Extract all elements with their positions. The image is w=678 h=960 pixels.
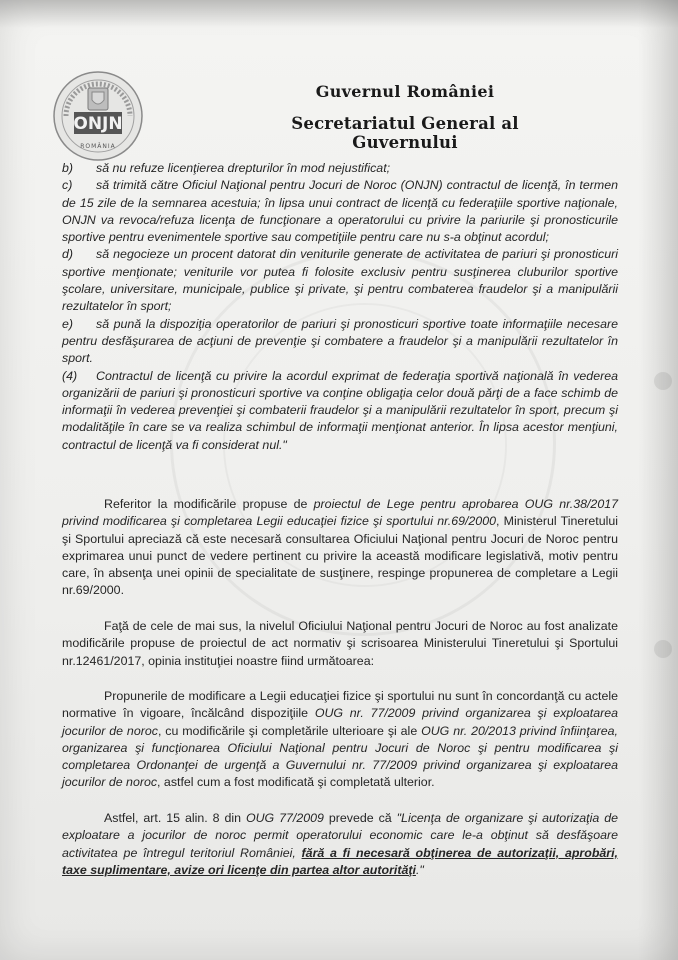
paragraph-proposals: Propunerile de modificare a Legii educaţiei fizice şi sportului nu sunt în concordanţă cu actele normative în vigoare, încălcând dispoziţiile OUG nr. 77/2009 privind organizarea şi exploatarea jocurilor de noroc, cu modificările şi completările ulterioare şi ale OUG nr. 20/2013 privind înfiinţarea, organizarea şi funcţionarea Oficiului Naţional pentru Jocuri de Noroc şi pentru modificarea şi completarea Ordonanţei de urgenţă a Guvernului nr. 77/2009 privind organizarea şi exploatarea jocurilor de noroc, astfel cum a fost modificată şi completată ulterior. (62, 689, 619, 790)
header-government: Guvernul României (315, 82, 495, 101)
header-secretariat: Secretariatul General al Guvernului (291, 114, 519, 152)
item-c: c) să trimită către Oficiul Naţional pentru Jocuri de Noroc (ONJN) contractul de licenţă, în termen de 15 zile de la semnarea acestuia; în lipsa unui contract de licenţă cu federaţiile sportive naţionale, ONJN va revoca/refuza licenţa de funcţionare a operatorului cu privire la pariurile şi pronosticurile sportive pentru evenimentele sportive sau competiţiile pentru care nu s-a obţinut acordul; (62, 178, 618, 245)
scan-shadow-top (0, 0, 678, 28)
paragraph-article-15: Astfel, art. 15 alin. 8 din OUG 77/2009 prevede că "Licenţa de organizare şi autorizaţia de exploatare a jocurilor de noroc permit operatorului economic care le-a obţinut să desfăşoare activitatea pe întregul teritoriul României, fără a fi necesară obţinerea de autorizaţii, aprobări, taxe suplimentare, avize ori licenţe din partea altor autorităţi." (62, 811, 618, 877)
logo-onjn-text: ONJN (73, 114, 123, 134)
paragraph-onjn-analysis: Faţă de cele de mai sus, la nivelul Oficiului Naţional pentru Jocuri de Noroc au fost analizate modificările propuse de proiectul de act normativ şi scrisoarea Ministerului Tineretului şi Sportului nr.12461/2017, opinia instituţiei noastre fiind următoarea: (62, 619, 618, 668)
paragraph-ministry-opinion: Referitor la modificările propuse de proiectul de Lege pentru aprobarea OUG nr.38/2017 privind modificarea şi completarea Legii educaţiei fizice şi sportului nr.69/2000, Ministerul Tineretului şi Sportului apreciază că este necesară consultarea Oficiului Naţional pentru Jocuri de Noroc pentru exprimarea unui punct de vedere pertinent cu privire la această modificare legislativă, motiv pentru care, în absenţa unei opinii de specialitate de susţinere, respinge propunerea de completare a Legii nr.69/2000. (62, 497, 618, 598)
item-d: d) să negocieze un procent datorat din veniturile generate de activitatea de pariuri şi pronosticuri sportive menţionate; veniturile vor putea fi folosite exclusiv pentru susţinerea cluburilor sportive şcolare, universitare, municipale, publice şi private, şi pentru combaterea fraudelor şi a manipulării rezultatelor în sport; (62, 247, 618, 314)
item-e: e) să pună la dispoziţia operatorilor de pariuri şi pronosticuri sportive toate informaţiile necesare pentru desfăşurarea de acţiuni de prevenţie şi combatere a fraudelor şi a manipulării rezultatelor în sport. (62, 316, 618, 366)
punch-hole-mark (654, 640, 672, 658)
onjn-logo (52, 70, 144, 162)
quoted-law-text (62, 160, 618, 454)
item-b: b) să nu refuze licenţierea drepturilor în mod nejustificat; (62, 161, 391, 175)
punch-hole-mark (654, 372, 672, 390)
scan-shadow-right (638, 0, 678, 960)
logo-romania-text: ROMÂNIA (80, 143, 116, 150)
item-4: (4) Contractul de licenţă cu privire la acordul exprimat de federaţia sportivă naţională în vederea organizării de pariuri şi pronosticuri sportive va conţine obligaţia celor două părţi de a face schimb de informaţii în vederea prevenţiei şi combaterii fraudelor şi a manipulării rezultatelor în sport, precum şi modalităţile în care se va realiza schimbul de informaţii menţionat anterior. În lipsa acestor menţiuni, contractul de licenţă va fi considerat nul." (62, 368, 618, 452)
